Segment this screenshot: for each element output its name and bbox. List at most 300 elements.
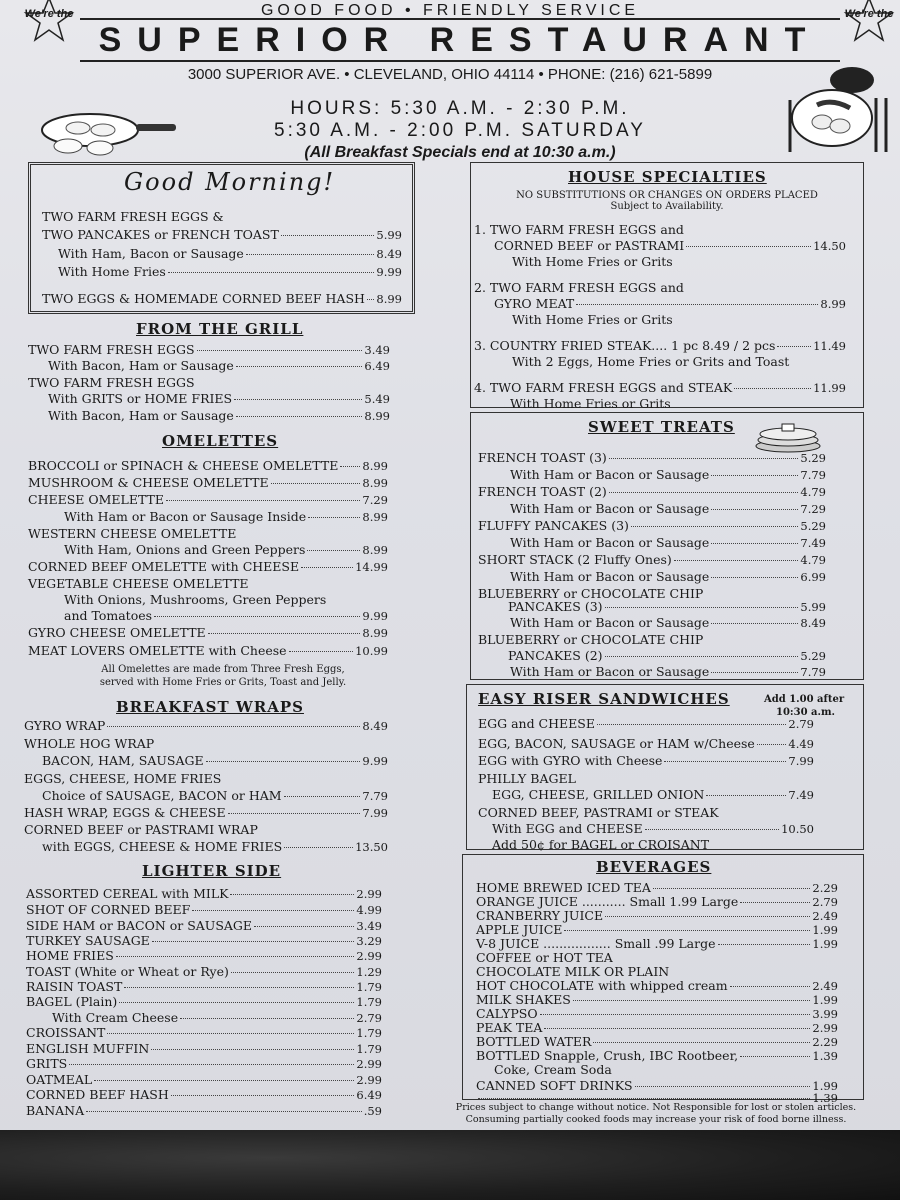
menu-item [58, 246, 402, 261]
leader-dots [69, 1064, 354, 1065]
menu-item-price: 8.99 [376, 292, 402, 306]
menu-item [58, 264, 402, 279]
menu-item-label: GYRO WRAP [24, 718, 106, 733]
menu-item [26, 1025, 382, 1040]
menu-item-price: 1.79 [356, 995, 382, 1009]
menu-item [42, 209, 402, 224]
hours-weekday: HOURS: 5:30 A.M. - 2:30 P.M. [290, 98, 630, 119]
menu-item-label: BOTTLED WATER [476, 1034, 592, 1049]
leader-dots [260, 830, 386, 831]
menu-item-price: 7.29 [800, 502, 826, 516]
leader-dots [180, 1018, 354, 1019]
menu-item [510, 569, 826, 584]
menu-item-label: With Bacon, Ham or Sausage [48, 408, 234, 423]
menu-item [476, 936, 838, 951]
menu-item [42, 227, 402, 242]
leader-dots [614, 1070, 836, 1071]
menu-item-price: 9.99 [362, 754, 388, 768]
menu-item [48, 408, 390, 423]
menu-item-label: SIDE HAM or BACON or SAUSAGE [26, 918, 253, 933]
menu-item-label: CANNED SOFT DRINKS [476, 1078, 633, 1093]
restaurant-name: SUPERIOR RESTAURANT [80, 18, 840, 62]
menu-item-label: With Home Fries [58, 264, 166, 279]
menu-item-price: 4.79 [800, 553, 826, 567]
leader-dots [289, 651, 353, 652]
menu-item [510, 615, 826, 630]
menu-item-label: V-8 JUICE ................. Small .99 Large [476, 936, 716, 951]
menu-item-label: BROCCOLI or SPINACH & CHEESE OMELETTE [28, 458, 339, 473]
menu-item [28, 458, 388, 473]
easy-note-2: 10:30 a.m. [776, 707, 836, 718]
leader-dots [686, 246, 811, 247]
menu-item [474, 222, 846, 237]
menu-item [478, 450, 826, 465]
hours-saturday: 5:30 A.M. - 2:00 P.M. SATURDAY [274, 120, 646, 141]
menu-item-price: 5.49 [364, 392, 390, 406]
menu-item-label: TWO FARM FRESH EGGS [28, 375, 195, 390]
menu-item [476, 1034, 838, 1049]
menu-item-price: 4.49 [788, 737, 814, 751]
leader-dots [635, 1086, 811, 1087]
leader-dots [664, 761, 786, 762]
menu-item-label: BAGEL (Plain) [26, 994, 118, 1009]
breakfast-special-note: (All Breakfast Specials end at 10:30 a.m.) [304, 144, 616, 161]
omelettes-title: OMELETTES [162, 432, 279, 450]
menu-item-label: With Home Fries or Grits [510, 396, 671, 411]
leader-dots [740, 902, 810, 903]
menu-item [510, 396, 846, 411]
menu-item-label: With Ham or Bacon or Sausage [510, 467, 710, 482]
menu-item-price: 11.49 [813, 339, 846, 353]
leader-dots [119, 1002, 354, 1003]
menu-item-label: MEAT LOVERS OMELETTE with Cheese [28, 643, 287, 658]
leader-dots [107, 1033, 354, 1034]
menu-item-price: 1.39 [812, 1091, 838, 1105]
menu-item-label: With Ham or Bacon or Sausage Inside [64, 509, 307, 524]
menu-item-price: 8.99 [362, 543, 388, 557]
leader-dots [653, 888, 811, 889]
menu-item [26, 1072, 382, 1087]
leader-dots [156, 744, 386, 745]
menu-item-price: 3.29 [356, 934, 382, 948]
leader-dots [223, 779, 386, 780]
menu-item-price: 7.79 [362, 789, 388, 803]
menu-item-price: 5.99 [376, 228, 402, 242]
leader-dots [228, 813, 361, 814]
menu-item-price: 2.79 [788, 717, 814, 731]
menu-item-price: 1.39 [812, 1049, 838, 1063]
menu-item-label: 3. COUNTRY FRIED STEAK.... 1 pc 8.49 / 2 pcs [474, 338, 776, 353]
menu-item-label: EGGS, CHEESE, HOME FRIES [24, 771, 222, 786]
omelette-note-1: All Omelettes are made from Three Fresh Eggs, [101, 664, 345, 675]
menu-item-label: CALYPSO [476, 1006, 538, 1021]
menu-item [476, 964, 838, 979]
menu-item-price: 10.50 [781, 822, 814, 836]
menu-item-label: With Ham or Bacon or Sausage [510, 615, 710, 630]
leader-dots [711, 577, 798, 578]
menu-item-label: CORNED BEEF OMELETTE with CHEESE [28, 559, 300, 574]
leader-dots [540, 1014, 811, 1015]
menu-item-price: 2.29 [812, 1035, 838, 1049]
leader-dots [711, 543, 798, 544]
tagline: GOOD FOOD • FRIENDLY SERVICE [260, 2, 640, 19]
menu-item-label: EGG with GYRO with Cheese [478, 753, 663, 768]
grill-title: FROM THE GRILL [136, 320, 304, 338]
menu-item [476, 1020, 838, 1035]
leader-dots [197, 350, 363, 351]
menu-item-label: MILK SHAKES [476, 992, 571, 1007]
menu-item-label: 4. TWO FARM FRESH EGGS and STEAK [474, 380, 733, 395]
menu-item-label: BANANA [26, 1103, 85, 1118]
leader-dots [645, 829, 779, 830]
leader-dots [166, 500, 360, 501]
menu-item-price: 4.79 [800, 485, 826, 499]
leader-dots [308, 517, 360, 518]
leader-dots [740, 1056, 810, 1057]
menu-item [494, 238, 846, 253]
house-sub-2: Subject to Availability. [610, 201, 724, 212]
leader-dots [152, 941, 355, 942]
menu-item [508, 599, 826, 614]
menu-item-label: SHOT OF CORNED BEEF [26, 902, 191, 917]
menu-item-label: SHORT STACK (2 Fluffy Ones) [478, 552, 672, 567]
menu-item [476, 978, 838, 993]
menu-item-label: Choice of SAUSAGE, BACON or HAM [42, 788, 282, 803]
menu-item-label: RAISIN TOAST [26, 979, 123, 994]
menu-item-label: FRENCH TOAST (3) [478, 450, 607, 465]
leader-dots [231, 972, 355, 973]
menu-item-price: 1.99 [812, 993, 838, 1007]
leader-dots [609, 492, 799, 493]
leader-dots [340, 466, 360, 467]
menu-item-label: APPLE JUICE [476, 922, 563, 937]
house-title: HOUSE SPECIALTIES [568, 168, 767, 186]
menu-item-label: BLUEBERRY or CHOCOLATE CHIP [478, 586, 704, 601]
menu-item [42, 753, 388, 768]
menu-item-price: 14.50 [813, 239, 846, 253]
menu-item-label: CHEESE OMELETTE [28, 492, 165, 507]
leader-dots [675, 320, 844, 321]
menu-item-price: 13.50 [355, 840, 388, 854]
menu-item [52, 1010, 382, 1025]
menu-item [28, 526, 388, 541]
menu-item [512, 254, 846, 269]
leader-dots [730, 986, 811, 987]
menu-item [492, 821, 814, 836]
menu-item-price: 4.99 [356, 903, 382, 917]
menu-item-price: 5.29 [800, 451, 826, 465]
menu-item [476, 922, 838, 937]
menu-item [494, 296, 846, 311]
table-background [0, 1130, 900, 1200]
menu-item-price: 9.99 [376, 265, 402, 279]
menu-item [28, 375, 390, 390]
menu-item-label: With Home Fries or Grits [512, 254, 673, 269]
menu-item [476, 1048, 838, 1063]
menu-item-price: 2.99 [356, 949, 382, 963]
menu-item-price: 2.79 [356, 1011, 382, 1025]
leader-dots [197, 383, 388, 384]
menu-item [494, 1062, 838, 1077]
menu-item [478, 632, 826, 647]
menu-item-label: EGG, CHEESE, GRILLED ONION [492, 787, 705, 802]
leader-dots [671, 972, 836, 973]
leader-dots [271, 483, 361, 484]
menu-item [492, 837, 814, 852]
menu-item-price: 7.79 [800, 665, 826, 679]
leader-dots [705, 594, 824, 595]
leader-dots [631, 526, 798, 527]
menu-item [476, 1006, 838, 1021]
easy-title: EASY RISER SANDWICHES [478, 690, 730, 708]
menu-item-price: 7.79 [800, 468, 826, 482]
leader-dots [564, 930, 810, 931]
menu-item-label: HOME BREWED ICED TEA [476, 880, 651, 895]
leader-dots [593, 1042, 810, 1043]
menu-item [42, 291, 402, 306]
menu-item-label: EGG, BACON, SAUSAGE or HAM w/Cheese [478, 736, 755, 751]
leader-dots [116, 956, 355, 957]
menu-item [24, 718, 388, 733]
star-badge-left: We're the [22, 0, 76, 44]
menu-item-label: WESTERN CHEESE OMELETTE [28, 526, 237, 541]
menu-item-label: MUSHROOM & CHEESE OMELETTE [28, 475, 269, 490]
leader-dots [734, 388, 811, 389]
menu-item-label: COFFEE or HOT TEA [476, 950, 613, 965]
leader-dots [301, 567, 353, 568]
leader-dots [711, 509, 798, 510]
menu-item-price: 8.99 [820, 297, 846, 311]
menu-item-price: 1.79 [356, 1042, 382, 1056]
leader-dots [478, 1098, 810, 1099]
menu-item [64, 542, 388, 557]
leader-dots [236, 416, 363, 417]
menu-item [474, 338, 846, 353]
menu-item-label: WHOLE HOG WRAP [24, 736, 155, 751]
menu-item [510, 501, 826, 516]
leader-dots [705, 640, 824, 641]
menu-item [26, 902, 382, 917]
menu-item-label: GRITS [26, 1056, 68, 1071]
menu-item-label: CHOCOLATE MILK OR PLAIN [476, 964, 670, 979]
menu-item-label: CORNED BEEF or PASTRAMI [494, 238, 685, 253]
menu-item-price: 11.99 [813, 381, 846, 395]
leader-dots [246, 254, 375, 255]
menu-item-label: Add 50¢ for BAGEL or CROISANT [492, 837, 710, 852]
menu-item-price: 1.99 [812, 923, 838, 937]
leader-dots [544, 1028, 810, 1029]
menu-item [26, 1041, 382, 1056]
menu-item-price: 1.29 [356, 965, 382, 979]
menu-item-label: PANCAKES (3) [508, 599, 603, 614]
menu-item [478, 484, 826, 499]
menu-item [474, 380, 846, 395]
menu-item-price: 10.99 [355, 644, 388, 658]
menu-item-label: FLUFFY PANCAKES (3) [478, 518, 629, 533]
menu-item [24, 822, 388, 837]
menu-item [64, 592, 388, 607]
menu-item-price: 2.99 [356, 1073, 382, 1087]
footer-line-1: Prices subject to change without notice. Not Responsible for lost or stolen articles. [455, 1102, 857, 1113]
menu-item-price: 8.99 [362, 476, 388, 490]
menu-item-label: BOTTLED Snapple, Crush, IBC Rootbeer, [476, 1048, 739, 1063]
menu-item-label: TWO FARM FRESH EGGS [28, 342, 195, 357]
leader-dots [609, 458, 799, 459]
menu-item-label: With GRITS or HOME FRIES [48, 391, 233, 406]
address: 3000 SUPERIOR AVE. • CLEVELAND, OHIO 44114 • PHONE: (216) 621-5899 [187, 66, 713, 83]
menu-item-price: 8.99 [364, 409, 390, 423]
menu-item-price: 7.99 [362, 806, 388, 820]
menu-item [510, 664, 826, 679]
menu-item-price: 6.99 [800, 570, 826, 584]
menu-item-label: with EGGS, CHEESE & HOME FRIES [42, 839, 283, 854]
leader-dots [238, 534, 386, 535]
menu-item-price: 1.79 [356, 980, 382, 994]
good-morning-title: Good Morning! [124, 168, 336, 196]
house-sub-1: NO SUBSTITUTIONS OR CHANGES ON ORDERS PLACED [516, 190, 818, 201]
leader-dots [124, 987, 354, 988]
menu-item-price: 6.49 [356, 1088, 382, 1102]
menu-item-price: 1.99 [812, 1079, 838, 1093]
menu-item-label: CROISSANT [26, 1025, 106, 1040]
leader-dots [711, 672, 798, 673]
leader-dots [605, 607, 799, 608]
menu-item [26, 933, 382, 948]
menu-item [508, 648, 826, 663]
menu-item-label: With Home Fries or Grits [512, 312, 673, 327]
menu-item [478, 805, 814, 820]
menu-item [64, 608, 388, 623]
menu-item [478, 753, 814, 768]
leader-dots [605, 916, 810, 917]
menu-item-label: CORNED BEEF or PASTRAMI WRAP [24, 822, 258, 837]
breakfast-plate-icon [782, 60, 892, 160]
menu-item [28, 492, 388, 507]
leader-dots [107, 726, 360, 727]
leader-dots [686, 288, 844, 289]
menu-item [28, 559, 388, 574]
menu-item [512, 312, 846, 327]
easy-note-1: Add 1.00 after [764, 694, 845, 705]
menu-item [48, 391, 390, 406]
menu-item [26, 964, 382, 979]
leader-dots [578, 779, 812, 780]
menu-item-label: TURKEY SAUSAGE [26, 933, 150, 948]
menu-item [26, 994, 382, 1009]
leader-dots [597, 724, 786, 725]
leader-dots [711, 845, 812, 846]
menu-item-label: CRANBERRY JUICE [476, 908, 604, 923]
menu-item-label: With Cream Cheese [52, 1010, 179, 1025]
menu-item-label: HASH WRAP, EGGS & CHEESE [24, 805, 226, 820]
menu-item-price: 7.99 [788, 754, 814, 768]
menu-item-price: 8.99 [362, 459, 388, 473]
leader-dots [208, 633, 361, 634]
menu-item [26, 918, 382, 933]
menu-item-label: and Tomatoes [64, 608, 153, 623]
menu-item-label: TOAST (White or Wheat or Rye) [26, 964, 229, 979]
leader-dots [367, 299, 374, 300]
leader-dots [86, 1111, 362, 1112]
menu-item-price: 2.29 [812, 881, 838, 895]
menu-item [42, 788, 388, 803]
menu-item-label: With Onions, Mushrooms, Green Peppers [64, 592, 327, 607]
menu-item [476, 894, 838, 909]
leader-dots [721, 813, 812, 814]
leader-dots [718, 944, 811, 945]
footer-line-2: Consuming partially cooked foods may increase your risk of food borne illness. [465, 1114, 847, 1125]
menu-item-label: BACON, HAM, SAUSAGE [42, 753, 204, 768]
menu-item [476, 992, 838, 1007]
menu-item-label: With Bacon, Ham or Sausage [48, 358, 234, 373]
menu-item-label: OATMEAL [26, 1072, 93, 1087]
menu-item-price: 8.49 [362, 719, 388, 733]
menu-item-label: Coke, Cream Soda [494, 1062, 612, 1077]
leader-dots [284, 796, 361, 797]
menu-item-price: 8.99 [362, 626, 388, 640]
menu-item-price: 2.99 [356, 1057, 382, 1071]
menu-item-label: VEGETABLE CHEESE OMELETTE [28, 576, 249, 591]
menu-item-price: 9.99 [362, 609, 388, 623]
menu-item-label: BLUEBERRY or CHOCOLATE CHIP [478, 632, 704, 647]
menu-item-price: 8.99 [362, 510, 388, 524]
leader-dots [777, 346, 811, 347]
menu-item-label: With EGG and CHEESE [492, 821, 643, 836]
menu-item [492, 787, 814, 802]
menu-item-label: PEAK TEA [476, 1020, 543, 1035]
leader-dots [206, 761, 361, 762]
leader-dots [615, 958, 836, 959]
menu-item-price: 2.99 [356, 887, 382, 901]
menu-item-label: PHILLY BAGEL [478, 771, 576, 786]
leader-dots [151, 1049, 354, 1050]
leader-dots [168, 272, 375, 273]
menu-item-price: 2.49 [812, 909, 838, 923]
menu-item-label: With Ham, Onions and Green Peppers [64, 542, 306, 557]
skillet-eggs-icon [28, 100, 178, 158]
menu-item-price: 3.49 [356, 919, 382, 933]
menu-item-label: GYRO CHEESE OMELETTE [28, 625, 206, 640]
lighter-title: LIGHTER SIDE [142, 862, 282, 880]
menu-item-label: GYRO MEAT [494, 296, 575, 311]
menu-item-price: 7.49 [788, 788, 814, 802]
beverages-title: BEVERAGES [596, 858, 712, 876]
menu-item-label: ASSORTED CEREAL with MILK [26, 886, 229, 901]
menu-item [64, 509, 388, 524]
leader-dots [706, 795, 786, 796]
menu-item [512, 354, 846, 369]
menu-item [474, 280, 846, 295]
menu-item-price: 2.79 [812, 895, 838, 909]
menu-item-price: 6.49 [364, 359, 390, 373]
menu-item [478, 771, 814, 786]
menu-item-label: EGG and CHEESE [478, 716, 595, 731]
leader-dots [576, 304, 818, 305]
leader-dots [251, 584, 386, 585]
menu-item-label: With Ham, Bacon or Sausage [58, 246, 244, 261]
menu-item [28, 342, 390, 357]
leader-dots [674, 560, 799, 561]
menu-item-price: 2.49 [812, 979, 838, 993]
leader-dots [226, 217, 400, 218]
menu-item [24, 736, 388, 751]
menu-item-price: 8.49 [376, 247, 402, 261]
leader-dots [281, 235, 375, 236]
menu-item [478, 716, 814, 731]
sweet-title: SWEET TREATS [588, 418, 735, 436]
menu-item-price: 8.49 [800, 616, 826, 630]
menu-item-label: With 2 Eggs, Home Fries or Grits and Toast [512, 354, 790, 369]
